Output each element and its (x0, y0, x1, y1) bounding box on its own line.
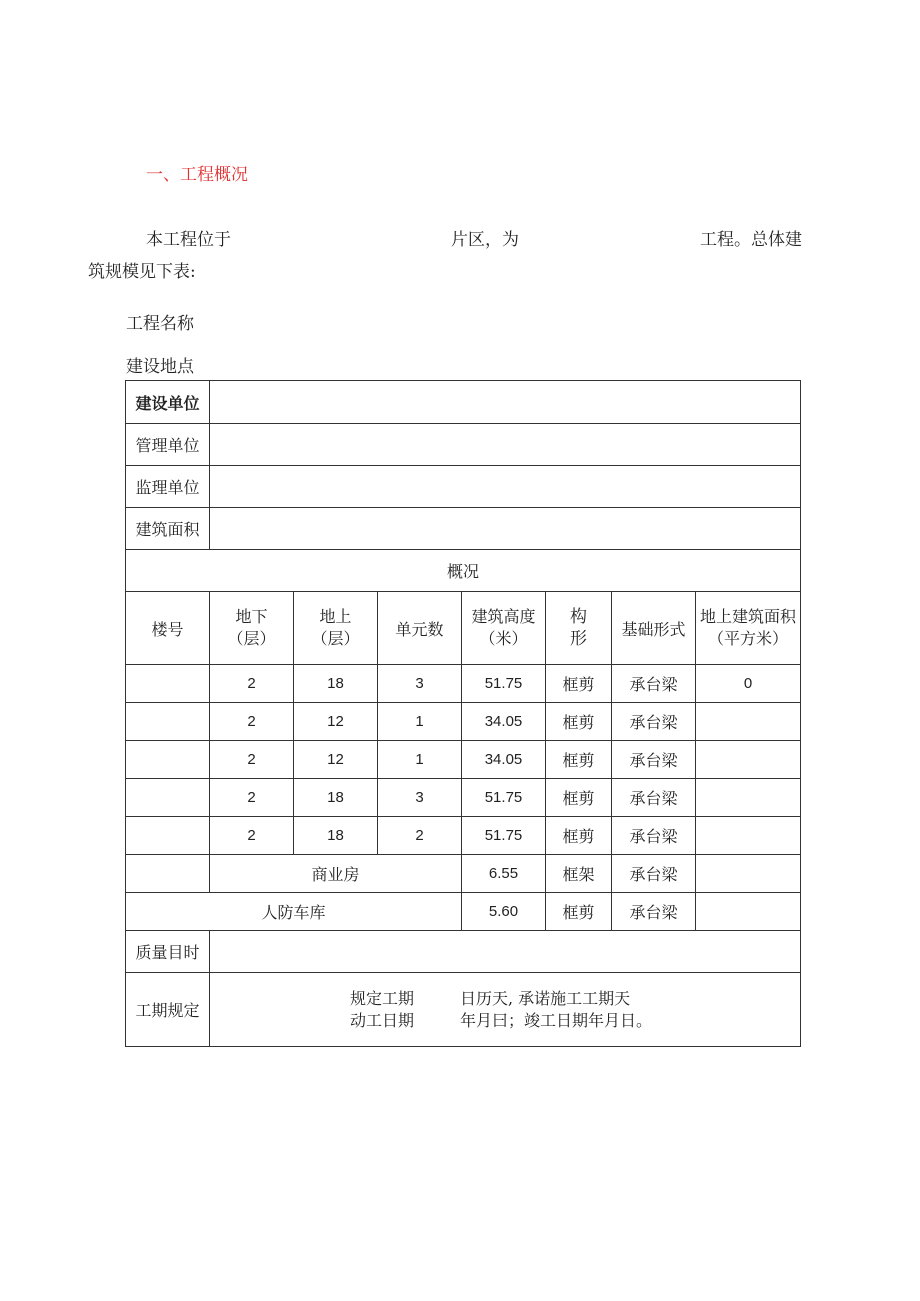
above-area-cell (696, 703, 801, 741)
col-building: 楼号 (126, 592, 210, 665)
table-row (126, 703, 801, 741)
overview-row (126, 550, 801, 592)
area-row (126, 508, 801, 550)
manager-row (126, 424, 801, 466)
underground-cell: 2 (210, 779, 294, 817)
garage-area (696, 893, 801, 931)
above-cell: 12 (294, 741, 378, 779)
overview-title: 概况 (126, 550, 801, 592)
area-value (210, 508, 801, 550)
col-above-area: 地上建筑面积 （平方米） (696, 592, 801, 665)
above-area-cell (696, 741, 801, 779)
height-cell: 51.75 (462, 665, 546, 703)
schedule-line1-b: 日历天, 承诺施工工期天 (460, 988, 631, 1008)
building-cell (126, 817, 210, 855)
building-cell (126, 665, 210, 703)
units-cell: 1 (378, 741, 462, 779)
height-cell: 34.05 (462, 703, 546, 741)
schedule-line2-b: 年月曰；竣工日期年月日。 (460, 1010, 653, 1030)
schedule-line1-a: 规定工期 (350, 988, 415, 1008)
schedule-label: 工期规定 (126, 973, 210, 1047)
intro-part4: 筑规模见下表: (88, 262, 196, 282)
manager-value (210, 424, 801, 466)
above-cell: 12 (294, 703, 378, 741)
commercial-structure: 框架 (546, 855, 612, 893)
units-cell: 3 (378, 665, 462, 703)
commercial-area (696, 855, 801, 893)
underground-cell: 2 (210, 665, 294, 703)
col-foundation: 基础形式 (612, 592, 696, 665)
builder-row (126, 381, 801, 424)
above-area-cell (696, 817, 801, 855)
structure-cell: 框剪 (546, 817, 612, 855)
height-cell: 51.75 (462, 817, 546, 855)
building-cell (126, 741, 210, 779)
garage-foundation: 承台梁 (612, 893, 696, 931)
foundation-cell: 承台梁 (612, 665, 696, 703)
garage-label: 人防车库 (126, 893, 462, 931)
manager-label: 管理单位 (126, 424, 210, 466)
foundation-cell: 承台梁 (612, 817, 696, 855)
quality-value (210, 931, 801, 973)
col-above: 地上 （层） (294, 592, 378, 665)
units-cell: 2 (378, 817, 462, 855)
column-header-row (126, 592, 801, 665)
intro-part1: 本工程位于 (146, 230, 231, 250)
height-cell: 34.05 (462, 741, 546, 779)
col-structure: 构 形 (546, 592, 612, 665)
commercial-foundation: 承台梁 (612, 855, 696, 893)
project-info-table (125, 380, 801, 1047)
location-label: 建设地点 (126, 357, 194, 377)
structure-cell: 框剪 (546, 703, 612, 741)
commercial-building-cell (126, 855, 210, 893)
intro-part3: 工程。总体建 (700, 230, 802, 250)
section-heading: 一、工程概况 (146, 165, 248, 185)
foundation-cell: 承台梁 (612, 741, 696, 779)
above-cell: 18 (294, 665, 378, 703)
builder-label: 建设单位 (126, 381, 210, 424)
above-cell: 18 (294, 779, 378, 817)
commercial-row (126, 855, 801, 893)
structure-cell: 框剪 (546, 779, 612, 817)
underground-cell: 2 (210, 703, 294, 741)
structure-cell: 框剪 (546, 741, 612, 779)
area-label: 建筑面积 (126, 508, 210, 550)
supervisor-row (126, 466, 801, 508)
intro-part2: 片区，为 (451, 230, 519, 250)
above-cell: 18 (294, 817, 378, 855)
schedule-row (126, 973, 801, 1047)
underground-cell: 2 (210, 817, 294, 855)
building-cell (126, 703, 210, 741)
above-area-cell (696, 779, 801, 817)
col-height: 建筑高度 （米） (462, 592, 546, 665)
commercial-height: 6.55 (462, 855, 546, 893)
garage-row (126, 893, 801, 931)
col-units: 单元数 (378, 592, 462, 665)
table-row (126, 741, 801, 779)
project-name-label: 工程名称 (126, 314, 194, 334)
foundation-cell: 承台梁 (612, 703, 696, 741)
underground-cell: 2 (210, 741, 294, 779)
units-cell: 1 (378, 703, 462, 741)
quality-row (126, 931, 801, 973)
builder-value (210, 381, 801, 424)
above-area-cell: 0 (696, 665, 801, 703)
schedule-line2-a: 动工日期 (350, 1010, 415, 1030)
building-cell (126, 779, 210, 817)
supervisor-label: 监理单位 (126, 466, 210, 508)
commercial-label: 商业房 (210, 855, 462, 893)
supervisor-value (210, 466, 801, 508)
quality-label: 质量目时 (126, 931, 210, 973)
table-row (126, 779, 801, 817)
height-cell: 51.75 (462, 779, 546, 817)
col-underground: 地下 （层） (210, 592, 294, 665)
table-row (126, 817, 801, 855)
schedule-value (210, 973, 801, 1047)
foundation-cell: 承台梁 (612, 779, 696, 817)
table-row (126, 665, 801, 703)
garage-height: 5.60 (462, 893, 546, 931)
garage-structure: 框剪 (546, 893, 612, 931)
structure-cell: 框剪 (546, 665, 612, 703)
units-cell: 3 (378, 779, 462, 817)
